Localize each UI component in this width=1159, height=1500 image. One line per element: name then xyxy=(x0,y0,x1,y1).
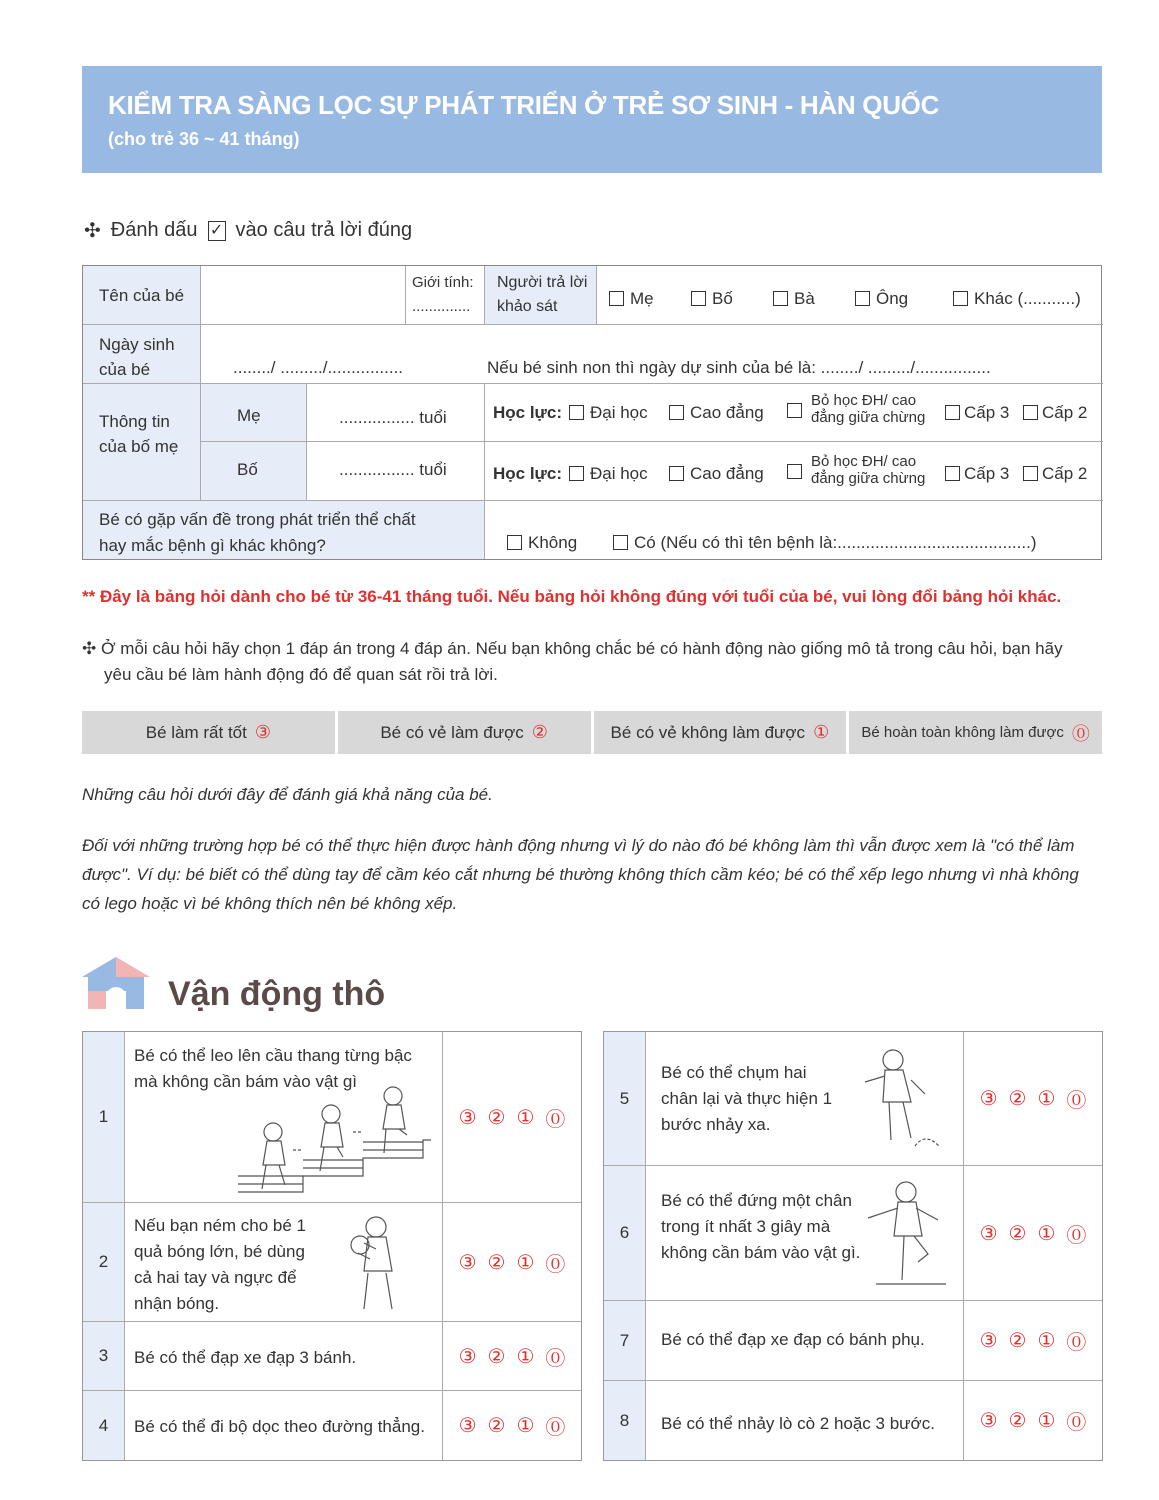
child-standing-one-leg-illustration xyxy=(866,1178,956,1290)
checkbox-icon[interactable] xyxy=(691,291,706,306)
respondent-label-2: khảo sát xyxy=(497,298,558,315)
answer-scale xyxy=(82,711,1102,754)
checkbox-icon[interactable] xyxy=(669,466,684,481)
question-text: Bé có thể đứng một chân trong ít nhất 3 giây mà không cần bám vào vật gì. xyxy=(661,1191,861,1262)
answer-option-1[interactable]: ① xyxy=(516,1251,535,1274)
scale-item-2: Bé có vẻ làm được ② xyxy=(338,711,591,754)
answer-option-3[interactable]: ③ xyxy=(458,1415,477,1437)
answer-options xyxy=(963,1032,1102,1165)
page-subtitle: (cho trẻ 36 ~ 41 tháng) xyxy=(108,129,300,149)
checkbox-icon[interactable] xyxy=(569,466,584,481)
stair-climbing-illustration xyxy=(233,1084,433,1196)
checkbox-icon[interactable] xyxy=(945,405,960,420)
answer-option-3[interactable]: ③ xyxy=(979,1088,998,1110)
health-option-yes[interactable]: Có (Nếu có thì tên bệnh là:.........................................) xyxy=(613,533,1037,553)
question-table-right xyxy=(603,1031,1103,1461)
question-text: Bé có thể chụm hai chân lại và thực hiện 1 bước nhảy xa. xyxy=(661,1063,833,1134)
mother-age-field[interactable] xyxy=(307,384,485,442)
question-row xyxy=(604,1166,1102,1301)
checkbox-icon[interactable] xyxy=(945,466,960,481)
answer-option-1[interactable]: ① xyxy=(516,1415,535,1437)
question-text: Nếu bạn ném cho bé 1 quả bóng lớn, bé dùng cả hai tay và ngực để nhận bóng. xyxy=(134,1216,307,1313)
dob-fields[interactable] xyxy=(201,325,1103,384)
mother-label: Mẹ xyxy=(237,406,261,425)
question-text: Bé có thể nhảy lò cò 2 hoặc 3 bước. xyxy=(661,1414,935,1433)
respondent-label-cell xyxy=(485,266,597,325)
instruction-text-after: vào câu trả lời đúng xyxy=(235,219,413,241)
question-number: 4 xyxy=(83,1391,125,1460)
parents-label-1: Thông tin xyxy=(99,412,170,431)
father-label-cell xyxy=(201,442,307,501)
question-row xyxy=(604,1032,1102,1166)
question-number: 6 xyxy=(604,1166,646,1300)
bullet-icon: ✣ xyxy=(84,220,101,242)
dob-value[interactable]: ......../ ........./................ xyxy=(233,358,404,377)
answer-option-0[interactable]: ⓪ xyxy=(1066,1412,1087,1434)
question-row xyxy=(83,1322,581,1391)
respondent-option-grandmother[interactable]: Bà xyxy=(773,289,815,309)
question-text: Bé có thể đạp xe đạp 3 bánh. xyxy=(134,1348,357,1367)
answer-option-0[interactable]: ⓪ xyxy=(1066,1090,1087,1112)
mother-label-cell xyxy=(201,384,307,442)
question-number: 2 xyxy=(83,1203,125,1321)
mother-edu-college[interactable]: Cao đẳng xyxy=(669,403,764,423)
answer-option-2[interactable]: ② xyxy=(1008,1410,1027,1432)
respondent-option-father[interactable]: Bố xyxy=(691,289,733,309)
health-option-no[interactable]: Không xyxy=(507,533,577,553)
dob-label-cell xyxy=(83,325,201,384)
gender-value: .............. xyxy=(412,298,471,315)
checkbox-icon[interactable] xyxy=(609,291,624,306)
answer-option-3[interactable]: ③ xyxy=(458,1345,477,1368)
answer-option-1[interactable]: ① xyxy=(1037,1330,1056,1352)
answer-option-2[interactable]: ② xyxy=(487,1415,506,1437)
mother-age-value: ................ tuổi xyxy=(339,408,447,427)
info-form xyxy=(82,265,1102,560)
father-edu-grade2[interactable]: Cấp 2 xyxy=(1023,464,1087,484)
guide-line-2: yêu cầu bé làm hành động đó để quan sát rồi trả lời. xyxy=(104,665,498,684)
due-date-text[interactable]: Nếu bé sinh non thì ngày dự sinh của bé là: ......../ ........./................ xyxy=(487,358,991,377)
note-paragraph-2: Đối với những trường hợp bé có thể thực hiện được hành động nhưng vì lý do nào đó bé không làm thì vẫn được xem là "có thể làm được". Ví dụ: bé biết có thể dùng tay để cầm kéo cắt nhưng bé thường không thích cầm kéo; bé có thể xếp lego nhưng vì nhà không có lego hoặc vì bé không thích nên bé không xếp. xyxy=(82,836,1079,913)
answer-option-3[interactable]: ③ xyxy=(979,1330,998,1352)
father-age-value: ................ tuổi xyxy=(339,460,447,479)
checkbox-icon[interactable] xyxy=(507,535,522,550)
answer-option-3[interactable]: ③ xyxy=(458,1106,477,1129)
question-number: 8 xyxy=(604,1381,646,1460)
father-education xyxy=(485,442,1103,501)
child-name-label: Tên của bé xyxy=(99,286,185,305)
health-question: Bé có gặp vấn đề trong phát triển thể chất hay mắc bệnh gì khác không? xyxy=(99,510,416,555)
checkbox-icon[interactable] xyxy=(669,405,684,420)
checkbox-icon[interactable] xyxy=(787,403,802,418)
note-paragraph-1: Những câu hỏi dưới đây để đánh giá khả năng của bé. xyxy=(82,785,493,804)
parents-label-cell xyxy=(83,384,201,501)
respondent-options xyxy=(597,266,1103,325)
section-title: Vận động thô xyxy=(168,975,386,1013)
answer-option-1[interactable]: ① xyxy=(1037,1222,1056,1245)
father-edu-university[interactable]: Đại học xyxy=(569,464,648,484)
dob-label-2: của bé xyxy=(99,360,151,379)
child-name-input[interactable] xyxy=(201,266,406,325)
answer-options xyxy=(442,1391,581,1460)
answer-option-0[interactable]: ⓪ xyxy=(1066,1224,1087,1247)
checkbox-icon[interactable] xyxy=(613,535,628,550)
checkbox-icon[interactable] xyxy=(855,291,870,306)
dob-label-1: Ngày sinh xyxy=(99,335,175,354)
question-number: 1 xyxy=(83,1032,125,1202)
health-answers xyxy=(485,501,1103,559)
checkbox-icon[interactable] xyxy=(569,405,584,420)
age-warning-note: ** Đây là bảng hỏi dành cho bé từ 36-41 tháng tuổi. Nếu bảng hỏi không đúng với tuổi của bé, vui lòng đổi bảng hỏi khác. xyxy=(82,587,1062,606)
checkbox-checked-icon: ✓ xyxy=(208,221,226,241)
bullet-icon: ✣ xyxy=(82,639,97,658)
respondent-label-1: Người trả lời xyxy=(497,274,588,291)
guide-line-1: Ở mỗi câu hỏi hãy chọn 1 đáp án trong 4 đáp án. Nếu bạn không chắc bé có hành động nào giống mô tả trong câu hỏi, bạn hãy xyxy=(100,639,1063,658)
question-number: 3 xyxy=(83,1322,125,1390)
page-title: KIỂM TRA SÀNG LỌC SỰ PHÁT TRIỂN Ở TRẺ SƠ SINH - HÀN QUỐC xyxy=(108,90,940,120)
answer-option-1[interactable]: ① xyxy=(1037,1410,1056,1432)
answer-option-2[interactable]: ② xyxy=(1008,1330,1027,1352)
father-age-field[interactable] xyxy=(307,442,485,501)
mother-edu-university[interactable]: Đại học xyxy=(569,403,648,423)
answer-options xyxy=(963,1381,1102,1460)
respondent-option-grandfather[interactable]: Ông xyxy=(855,289,908,309)
child-catching-ball-illustration xyxy=(338,1213,408,1317)
father-edu-dropout[interactable] xyxy=(787,462,808,482)
father-edu-college[interactable]: Cao đẳng xyxy=(669,464,764,484)
check-instruction xyxy=(84,218,412,243)
answer-option-3[interactable]: ③ xyxy=(979,1410,998,1432)
question-row xyxy=(83,1203,581,1322)
respondent-option-mother[interactable]: Mẹ xyxy=(609,289,654,309)
instruction-text-before: Đánh dấu xyxy=(110,219,198,241)
answer-option-0[interactable]: ⓪ xyxy=(545,1253,566,1276)
checkbox-icon[interactable] xyxy=(773,291,788,306)
question-number: 7 xyxy=(604,1301,646,1380)
question-row xyxy=(83,1032,581,1203)
father-education-label: Học lực: xyxy=(493,464,562,483)
question-number: 5 xyxy=(604,1032,646,1165)
question-row xyxy=(604,1381,1102,1460)
answer-options xyxy=(442,1032,581,1202)
scale-item-0: Bé hoàn toàn không làm được ⓪ xyxy=(849,711,1102,754)
scale-item-1: Bé có vẻ không làm được ① xyxy=(594,711,847,754)
answer-option-1[interactable]: ① xyxy=(516,1106,535,1129)
header-banner xyxy=(82,66,1102,173)
checkbox-icon[interactable] xyxy=(1023,405,1038,420)
mother-education-label: Học lực: xyxy=(493,403,562,422)
answer-option-1[interactable]: ① xyxy=(516,1345,535,1368)
mother-edu-dropout-label: Bỏ học ĐH/ cao đẳng giữa chừng xyxy=(811,392,926,426)
father-label: Bố xyxy=(237,460,258,479)
father-edu-grade3[interactable]: Cấp 3 xyxy=(945,464,1009,484)
answer-option-0[interactable]: ⓪ xyxy=(545,1417,566,1439)
answer-option-1[interactable]: ① xyxy=(1037,1088,1056,1110)
child-name-label-cell xyxy=(83,266,201,325)
answer-option-3[interactable]: ③ xyxy=(458,1251,477,1274)
scale-item-3: Bé làm rất tốt ③ xyxy=(82,711,335,754)
question-text: Bé có thể đi bộ dọc theo đường thẳng. xyxy=(134,1417,425,1436)
mother-edu-grade3[interactable]: Cấp 3 xyxy=(945,403,1009,423)
father-edu-dropout-label: Bỏ học ĐH/ cao đẳng giữa chừng xyxy=(811,453,926,487)
question-text: Bé có thể đạp xe đạp có bánh phụ. xyxy=(661,1330,925,1349)
question-row xyxy=(604,1301,1102,1381)
checkbox-icon[interactable] xyxy=(953,291,968,306)
checkbox-icon[interactable] xyxy=(787,464,802,479)
answer-option-2[interactable]: ② xyxy=(487,1251,506,1274)
parents-label-2: của bố mẹ xyxy=(99,437,179,456)
answer-option-0[interactable]: ⓪ xyxy=(545,1347,566,1370)
answer-option-2[interactable]: ② xyxy=(487,1106,506,1129)
question-row xyxy=(83,1391,581,1460)
answer-option-0[interactable]: ⓪ xyxy=(1066,1332,1087,1354)
gender-label: Giới tính: xyxy=(412,274,474,291)
answer-option-0[interactable]: ⓪ xyxy=(545,1108,566,1131)
child-jumping-illustration xyxy=(859,1046,949,1154)
answer-options xyxy=(963,1166,1102,1300)
house-icon xyxy=(82,957,150,1013)
mother-edu-grade2[interactable]: Cấp 2 xyxy=(1023,403,1087,423)
answer-option-2[interactable]: ② xyxy=(487,1345,506,1368)
mother-edu-dropout[interactable] xyxy=(787,401,808,421)
gender-field[interactable] xyxy=(406,266,485,325)
respondent-option-other[interactable]: Khác (...........) xyxy=(953,289,1081,309)
checkbox-icon[interactable] xyxy=(1023,466,1038,481)
health-question-cell xyxy=(83,501,485,559)
question-table-left xyxy=(82,1031,582,1461)
answer-options xyxy=(442,1322,581,1390)
answer-guide xyxy=(82,636,1104,688)
answer-option-2[interactable]: ② xyxy=(1008,1222,1027,1245)
answer-option-3[interactable]: ③ xyxy=(979,1222,998,1245)
answer-option-2[interactable]: ② xyxy=(1008,1088,1027,1110)
mother-education xyxy=(485,384,1103,442)
answer-options xyxy=(442,1203,581,1321)
question-text: Bé có thể leo lên cầu thang từng bậc mà không cần bám vào vật gì xyxy=(134,1046,412,1091)
answer-options xyxy=(963,1301,1102,1380)
